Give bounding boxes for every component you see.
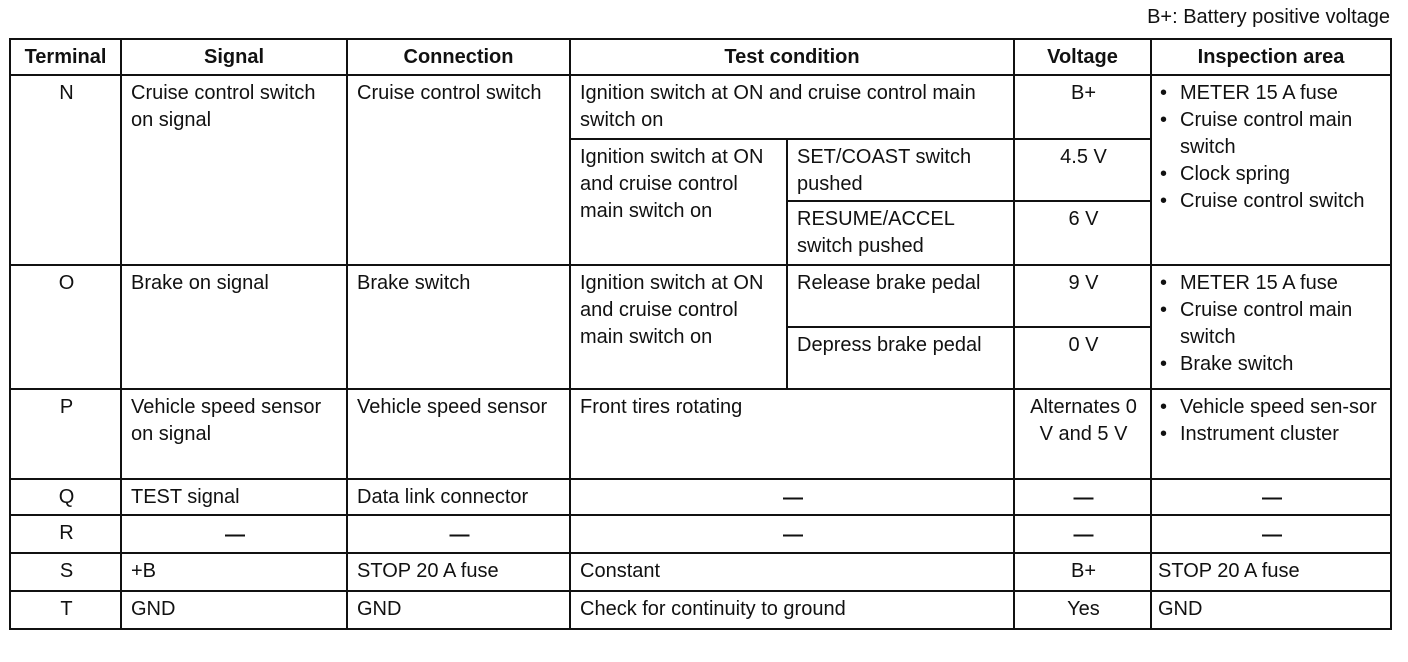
signal-cell: Brake on signal — [121, 265, 347, 389]
connection-cell: STOP 20 A fuse — [347, 553, 570, 591]
voltage-cell: B+ — [1014, 553, 1151, 591]
inspection-list — [1158, 80, 1383, 215]
header-test-condition: Test condition — [570, 39, 1014, 75]
condition-sub-cell: Depress brake pedal — [787, 327, 1014, 389]
list-item: • Instrument cluster — [1158, 421, 1383, 448]
signal-cell: Vehicle speed sensor on signal — [121, 389, 347, 479]
condition-cell: Ignition switch at ON and cruise control main switch on — [570, 75, 1014, 139]
connection-cell: GND — [347, 591, 570, 629]
terminal-cell: O — [10, 265, 121, 389]
connection-cell: — — [347, 515, 570, 553]
list-item: • Clock spring — [1158, 161, 1383, 188]
condition-cell: Front tires rotating — [570, 389, 1014, 479]
table-row-s — [10, 553, 1391, 591]
header-connection: Connection — [347, 39, 570, 75]
list-item: • Brake switch — [1158, 351, 1383, 378]
signal-cell: TEST signal — [121, 479, 347, 515]
connection-cell: Cruise control switch — [347, 75, 570, 265]
terminal-cell: S — [10, 553, 121, 591]
voltage-cell: 6 V — [1014, 201, 1151, 265]
condition-main-cell: Ignition switch at ON and cruise control main switch on — [570, 265, 787, 389]
list-item: • METER 15 A fuse — [1158, 80, 1383, 107]
header-inspection: Inspection area — [1151, 39, 1391, 75]
header-voltage: Voltage — [1014, 39, 1151, 75]
terminal-cell: P — [10, 389, 121, 479]
table-row-q — [10, 479, 1391, 515]
terminal-cell: T — [10, 591, 121, 629]
connection-cell: Brake switch — [347, 265, 570, 389]
voltage-cell: — — [1014, 479, 1151, 515]
voltage-cell: 4.5 V — [1014, 139, 1151, 201]
list-item: • Cruise control switch — [1158, 188, 1383, 215]
table-row-r — [10, 515, 1391, 553]
table-row-t — [10, 591, 1391, 629]
condition-sub-cell: RESUME/ACCEL switch pushed — [787, 201, 1014, 265]
voltage-cell: Alternates 0 V and 5 V — [1014, 389, 1151, 479]
condition-sub-cell: Release brake pedal — [787, 265, 1014, 327]
terminal-cell: R — [10, 515, 121, 553]
inspection-cell: — — [1151, 479, 1391, 515]
signal-cell: Cruise control switch on signal — [121, 75, 347, 265]
condition-sub-cell: SET/COAST switch pushed — [787, 139, 1014, 201]
inspection-cell — [1151, 75, 1391, 265]
header-terminal: Terminal — [10, 39, 121, 75]
legend-note: B+: Battery positive voltage — [1147, 6, 1390, 28]
table-row-o — [10, 265, 1391, 327]
inspection-list — [1158, 394, 1383, 448]
terminal-table — [9, 38, 1392, 630]
condition-cell: — — [570, 479, 1014, 515]
header-row — [10, 39, 1391, 75]
list-item: • Vehicle speed sen-sor — [1158, 394, 1383, 421]
connection-cell: Data link connector — [347, 479, 570, 515]
condition-cell: Check for continuity to ground — [570, 591, 1014, 629]
terminal-cell: Q — [10, 479, 121, 515]
voltage-cell: B+ — [1014, 75, 1151, 139]
inspection-cell: STOP 20 A fuse — [1151, 553, 1391, 591]
signal-cell: +B — [121, 553, 347, 591]
condition-cell: Constant — [570, 553, 1014, 591]
list-item: • Cruise control main switch — [1158, 297, 1383, 351]
condition-cell: — — [570, 515, 1014, 553]
terminal-cell: N — [10, 75, 121, 265]
table-row-n — [10, 75, 1391, 139]
condition-main-cell: Ignition switch at ON and cruise control main switch on — [570, 139, 787, 265]
voltage-cell: 0 V — [1014, 327, 1151, 389]
inspection-cell — [1151, 389, 1391, 479]
signal-cell: — — [121, 515, 347, 553]
inspection-list — [1158, 270, 1383, 378]
voltage-cell: Yes — [1014, 591, 1151, 629]
header-signal: Signal — [121, 39, 347, 75]
connection-cell: Vehicle speed sensor — [347, 389, 570, 479]
voltage-cell: — — [1014, 515, 1151, 553]
voltage-cell: 9 V — [1014, 265, 1151, 327]
signal-cell: GND — [121, 591, 347, 629]
list-item: • Cruise control main switch — [1158, 107, 1383, 161]
inspection-cell — [1151, 265, 1391, 389]
list-item: • METER 15 A fuse — [1158, 270, 1383, 297]
table-row-p — [10, 389, 1391, 479]
inspection-cell: GND — [1151, 591, 1391, 629]
inspection-cell: — — [1151, 515, 1391, 553]
